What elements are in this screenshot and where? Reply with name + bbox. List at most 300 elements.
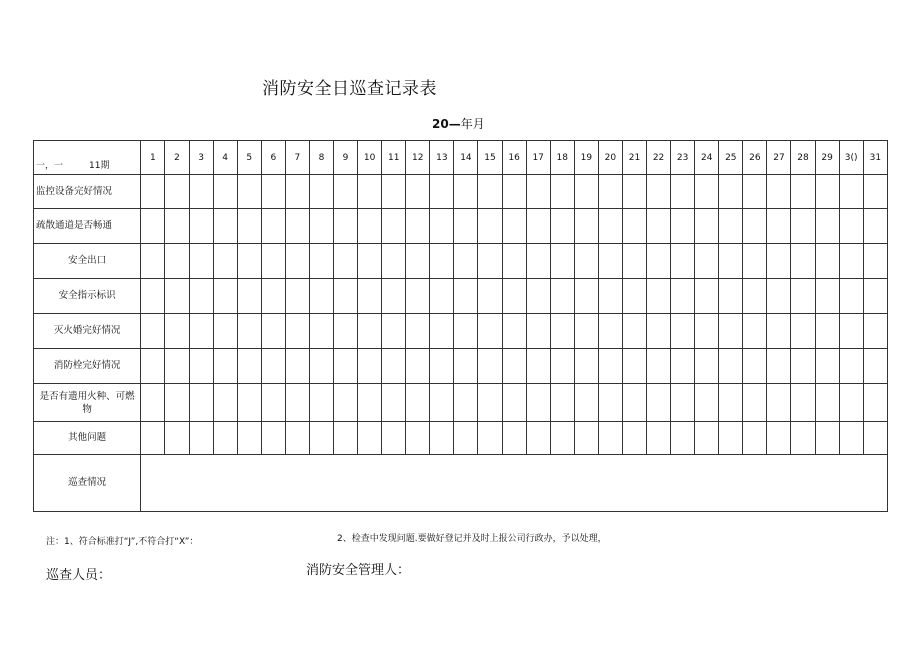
check-cell[interactable] — [285, 209, 309, 244]
day-header-10: 10 — [358, 141, 382, 175]
check-cell[interactable] — [478, 314, 502, 349]
day-header-8: 8 — [309, 141, 333, 175]
day-header-13: 13 — [430, 141, 454, 175]
day-header-3: 3 — [189, 141, 213, 175]
check-cell[interactable] — [430, 175, 454, 209]
check-cell[interactable] — [406, 384, 430, 422]
check-cell[interactable] — [526, 314, 550, 349]
check-cell[interactable] — [189, 244, 213, 279]
check-cell[interactable] — [526, 422, 550, 455]
check-cell[interactable] — [261, 349, 285, 384]
check-cell[interactable] — [406, 422, 430, 455]
check-cell[interactable] — [839, 175, 863, 209]
check-cell[interactable] — [309, 349, 333, 384]
check-cell[interactable] — [165, 422, 189, 455]
check-cell[interactable] — [334, 422, 358, 455]
check-cell[interactable] — [815, 175, 839, 209]
row-label: 疏散通道是否畅通 — [34, 209, 141, 244]
check-cell[interactable] — [743, 384, 767, 422]
check-cell[interactable] — [671, 384, 695, 422]
check-cell[interactable] — [622, 244, 646, 279]
check-cell[interactable] — [719, 349, 743, 384]
check-cell[interactable] — [213, 279, 237, 314]
check-cell[interactable] — [863, 244, 887, 279]
check-cell[interactable] — [574, 244, 598, 279]
check-cell[interactable] — [165, 244, 189, 279]
check-cell[interactable] — [454, 314, 478, 349]
check-cell[interactable] — [574, 209, 598, 244]
check-cell[interactable] — [767, 314, 791, 349]
day-header-9: 9 — [334, 141, 358, 175]
check-cell[interactable] — [719, 422, 743, 455]
check-cell[interactable] — [189, 384, 213, 422]
check-cell[interactable] — [406, 349, 430, 384]
check-cell[interactable] — [526, 349, 550, 384]
check-cell[interactable] — [261, 422, 285, 455]
check-cell[interactable] — [237, 349, 261, 384]
check-cell[interactable] — [719, 244, 743, 279]
check-cell[interactable] — [406, 209, 430, 244]
check-cell[interactable] — [309, 314, 333, 349]
check-cell[interactable] — [719, 314, 743, 349]
check-cell[interactable] — [406, 244, 430, 279]
check-cell[interactable] — [430, 314, 454, 349]
check-cell[interactable] — [237, 422, 261, 455]
check-cell[interactable] — [671, 175, 695, 209]
check-cell[interactable] — [526, 279, 550, 314]
header-corner-cell — [34, 141, 141, 175]
check-cell[interactable] — [141, 422, 165, 455]
check-cell[interactable] — [647, 244, 671, 279]
check-cell[interactable] — [454, 384, 478, 422]
check-cell[interactable] — [334, 175, 358, 209]
check-cell[interactable] — [598, 422, 622, 455]
row-label: 消防栓完好情况 — [34, 349, 141, 384]
check-cell[interactable] — [309, 279, 333, 314]
note-2: 2、检查中发现问题.要做好登记并及时上报公司行政办，予以处理， — [337, 534, 607, 544]
row-label: 监控设备完好情况 — [34, 175, 141, 209]
check-cell[interactable] — [695, 422, 719, 455]
check-cell[interactable] — [358, 244, 382, 279]
check-cell[interactable] — [815, 314, 839, 349]
check-cell[interactable] — [839, 244, 863, 279]
check-cell[interactable] — [382, 279, 406, 314]
check-cell[interactable] — [767, 384, 791, 422]
check-cell[interactable] — [767, 209, 791, 244]
check-cell[interactable] — [502, 175, 526, 209]
header-left-text: 一，一 — [36, 160, 64, 171]
check-cell[interactable] — [430, 209, 454, 244]
check-cell[interactable] — [165, 209, 189, 244]
check-cell[interactable] — [406, 175, 430, 209]
check-cell[interactable] — [261, 244, 285, 279]
check-cell[interactable] — [382, 175, 406, 209]
check-cell[interactable] — [647, 279, 671, 314]
check-cell[interactable] — [454, 422, 478, 455]
check-cell[interactable] — [550, 279, 574, 314]
check-cell[interactable] — [622, 279, 646, 314]
check-cell[interactable] — [791, 349, 815, 384]
check-cell[interactable] — [285, 422, 309, 455]
check-cell[interactable] — [309, 175, 333, 209]
check-cell[interactable] — [189, 175, 213, 209]
check-cell[interactable] — [815, 349, 839, 384]
check-cell[interactable] — [358, 349, 382, 384]
header-row — [34, 141, 888, 175]
check-cell[interactable] — [815, 422, 839, 455]
check-cell[interactable] — [309, 384, 333, 422]
check-cell[interactable] — [334, 349, 358, 384]
check-cell[interactable] — [454, 349, 478, 384]
check-cell[interactable] — [863, 349, 887, 384]
check-cell[interactable] — [839, 279, 863, 314]
check-cell[interactable] — [334, 279, 358, 314]
check-cell[interactable] — [574, 314, 598, 349]
check-cell[interactable] — [189, 279, 213, 314]
check-cell[interactable] — [285, 314, 309, 349]
check-cell[interactable] — [598, 384, 622, 422]
check-cell[interactable] — [213, 349, 237, 384]
check-cell[interactable] — [237, 209, 261, 244]
table-row — [34, 244, 888, 279]
check-cell[interactable] — [261, 279, 285, 314]
check-cell[interactable] — [647, 314, 671, 349]
check-cell[interactable] — [430, 279, 454, 314]
row-label: 安全出口 — [34, 244, 141, 279]
check-cell[interactable] — [213, 314, 237, 349]
manager-signature-label: 消防安全管理人： — [306, 563, 411, 578]
check-cell[interactable] — [309, 244, 333, 279]
page-subtitle — [432, 115, 485, 132]
check-cell[interactable] — [719, 209, 743, 244]
check-cell[interactable] — [141, 384, 165, 422]
check-cell[interactable] — [382, 209, 406, 244]
check-cell[interactable] — [719, 384, 743, 422]
check-cell[interactable] — [189, 314, 213, 349]
check-cell[interactable] — [695, 279, 719, 314]
check-cell[interactable] — [598, 279, 622, 314]
check-cell[interactable] — [550, 175, 574, 209]
check-cell[interactable] — [430, 422, 454, 455]
check-cell[interactable] — [213, 384, 237, 422]
note-1: 注：1、符合标准打“J”,不符合打“X”： — [46, 537, 199, 547]
row-label: 是否有遗用火种、可燃物 — [34, 384, 141, 422]
day-header-21: 21 — [622, 141, 646, 175]
day-header-24: 24 — [695, 141, 719, 175]
check-cell[interactable] — [430, 349, 454, 384]
row-label: 灭火婚完好情况 — [34, 314, 141, 349]
check-cell[interactable] — [743, 314, 767, 349]
check-cell[interactable] — [695, 244, 719, 279]
check-cell[interactable] — [502, 209, 526, 244]
check-cell[interactable] — [622, 314, 646, 349]
check-cell[interactable] — [671, 209, 695, 244]
check-cell[interactable] — [550, 422, 574, 455]
check-cell[interactable] — [213, 209, 237, 244]
summary-label: 巡查情况 — [34, 455, 141, 512]
check-cell[interactable] — [382, 314, 406, 349]
check-cell[interactable] — [743, 209, 767, 244]
check-cell[interactable] — [863, 279, 887, 314]
check-cell[interactable] — [791, 244, 815, 279]
check-cell[interactable] — [863, 209, 887, 244]
check-cell[interactable] — [863, 175, 887, 209]
day-header-17: 17 — [526, 141, 550, 175]
day-header-2: 2 — [165, 141, 189, 175]
check-cell[interactable] — [189, 209, 213, 244]
check-cell[interactable] — [165, 175, 189, 209]
check-cell[interactable] — [261, 175, 285, 209]
day-header-20: 20 — [598, 141, 622, 175]
check-cell[interactable] — [165, 314, 189, 349]
inspection-table — [33, 140, 888, 512]
check-cell[interactable] — [334, 314, 358, 349]
check-cell[interactable] — [141, 314, 165, 349]
check-cell[interactable] — [767, 175, 791, 209]
check-cell[interactable] — [478, 175, 502, 209]
check-cell[interactable] — [671, 314, 695, 349]
check-cell[interactable] — [237, 314, 261, 349]
check-cell[interactable] — [622, 209, 646, 244]
check-cell[interactable] — [502, 279, 526, 314]
check-cell[interactable] — [647, 349, 671, 384]
check-cell[interactable] — [141, 279, 165, 314]
check-cell[interactable] — [743, 279, 767, 314]
check-cell[interactable] — [767, 244, 791, 279]
check-cell[interactable] — [550, 349, 574, 384]
day-header-12: 12 — [406, 141, 430, 175]
day-header-4: 4 — [213, 141, 237, 175]
day-header-18: 18 — [550, 141, 574, 175]
check-cell[interactable] — [598, 175, 622, 209]
check-cell[interactable] — [237, 279, 261, 314]
day-header-27: 27 — [767, 141, 791, 175]
check-cell[interactable] — [863, 384, 887, 422]
check-cell[interactable] — [622, 384, 646, 422]
check-cell[interactable] — [719, 279, 743, 314]
check-cell[interactable] — [261, 209, 285, 244]
check-cell[interactable] — [598, 209, 622, 244]
check-cell[interactable] — [502, 244, 526, 279]
check-cell[interactable] — [574, 349, 598, 384]
check-cell[interactable] — [743, 244, 767, 279]
check-cell[interactable] — [598, 314, 622, 349]
check-cell[interactable] — [743, 422, 767, 455]
table-row — [34, 209, 888, 244]
check-cell[interactable] — [309, 209, 333, 244]
check-cell[interactable] — [213, 175, 237, 209]
check-cell[interactable] — [671, 422, 695, 455]
check-cell[interactable] — [622, 422, 646, 455]
day-header-29: 29 — [815, 141, 839, 175]
check-cell[interactable] — [550, 209, 574, 244]
check-cell[interactable] — [261, 314, 285, 349]
check-cell[interactable] — [382, 349, 406, 384]
check-cell[interactable] — [237, 244, 261, 279]
check-cell[interactable] — [695, 314, 719, 349]
check-cell[interactable] — [791, 279, 815, 314]
inspector-signature-label: 巡查人员： — [46, 568, 112, 583]
check-cell[interactable] — [285, 175, 309, 209]
row-label: 其他问题 — [34, 422, 141, 455]
check-cell[interactable] — [478, 244, 502, 279]
check-cell[interactable] — [454, 175, 478, 209]
table-row — [34, 349, 888, 384]
check-cell[interactable] — [815, 384, 839, 422]
check-cell[interactable] — [382, 244, 406, 279]
check-cell[interactable] — [478, 384, 502, 422]
day-header-6: 6 — [261, 141, 285, 175]
check-cell[interactable] — [791, 384, 815, 422]
check-cell[interactable] — [791, 314, 815, 349]
day-header-23: 23 — [671, 141, 695, 175]
day-header-5: 5 — [237, 141, 261, 175]
check-cell[interactable] — [430, 384, 454, 422]
check-cell[interactable] — [478, 422, 502, 455]
check-cell[interactable] — [358, 422, 382, 455]
day-header-28: 28 — [791, 141, 815, 175]
check-cell[interactable] — [261, 384, 285, 422]
check-cell[interactable] — [165, 279, 189, 314]
check-cell[interactable] — [839, 314, 863, 349]
check-cell[interactable] — [285, 349, 309, 384]
check-cell[interactable] — [598, 349, 622, 384]
check-cell[interactable] — [526, 209, 550, 244]
check-cell[interactable] — [189, 349, 213, 384]
check-cell[interactable] — [430, 244, 454, 279]
check-cell[interactable] — [791, 175, 815, 209]
check-cell[interactable] — [815, 244, 839, 279]
check-cell[interactable] — [767, 279, 791, 314]
day-header-15: 15 — [478, 141, 502, 175]
check-cell[interactable] — [743, 175, 767, 209]
check-cell[interactable] — [141, 175, 165, 209]
check-cell[interactable] — [454, 279, 478, 314]
check-cell[interactable] — [647, 384, 671, 422]
check-cell[interactable] — [454, 209, 478, 244]
day-header-26: 26 — [743, 141, 767, 175]
check-cell[interactable] — [719, 175, 743, 209]
check-cell[interactable] — [358, 279, 382, 314]
check-cell[interactable] — [237, 384, 261, 422]
check-cell[interactable] — [334, 384, 358, 422]
subtitle-year: 20— — [432, 117, 461, 131]
check-cell[interactable] — [863, 422, 887, 455]
check-cell[interactable] — [863, 314, 887, 349]
check-cell[interactable] — [502, 349, 526, 384]
check-cell[interactable] — [622, 175, 646, 209]
check-cell[interactable] — [791, 422, 815, 455]
check-cell[interactable] — [695, 175, 719, 209]
check-cell[interactable] — [382, 384, 406, 422]
day-header-25: 25 — [719, 141, 743, 175]
summary-row — [34, 455, 888, 512]
check-cell[interactable] — [478, 279, 502, 314]
check-cell[interactable] — [213, 422, 237, 455]
check-cell[interactable] — [550, 384, 574, 422]
check-cell[interactable] — [213, 244, 237, 279]
check-cell[interactable] — [550, 314, 574, 349]
check-cell[interactable] — [647, 422, 671, 455]
day-header-14: 14 — [454, 141, 478, 175]
check-cell[interactable] — [767, 349, 791, 384]
check-cell[interactable] — [526, 384, 550, 422]
check-cell[interactable] — [622, 349, 646, 384]
check-cell[interactable] — [550, 244, 574, 279]
check-cell[interactable] — [358, 384, 382, 422]
check-cell[interactable] — [406, 314, 430, 349]
check-cell[interactable] — [358, 314, 382, 349]
check-cell[interactable] — [189, 422, 213, 455]
check-cell[interactable] — [502, 384, 526, 422]
check-cell[interactable] — [141, 349, 165, 384]
check-cell[interactable] — [285, 279, 309, 314]
check-cell[interactable] — [647, 209, 671, 244]
check-cell[interactable] — [334, 244, 358, 279]
check-cell[interactable] — [574, 175, 598, 209]
check-cell[interactable] — [285, 244, 309, 279]
check-cell[interactable] — [478, 209, 502, 244]
check-cell[interactable] — [141, 244, 165, 279]
check-cell[interactable] — [526, 175, 550, 209]
check-cell[interactable] — [165, 349, 189, 384]
check-cell[interactable] — [671, 279, 695, 314]
check-cell[interactable] — [743, 349, 767, 384]
check-cell[interactable] — [526, 244, 550, 279]
check-cell[interactable] — [382, 422, 406, 455]
check-cell[interactable] — [502, 314, 526, 349]
table-row — [34, 314, 888, 349]
day-header-7: 7 — [285, 141, 309, 175]
check-cell[interactable] — [406, 279, 430, 314]
check-cell[interactable] — [237, 175, 261, 209]
check-cell[interactable] — [334, 209, 358, 244]
check-cell[interactable] — [815, 279, 839, 314]
check-cell[interactable] — [671, 349, 695, 384]
check-cell[interactable] — [598, 244, 622, 279]
check-cell[interactable] — [165, 384, 189, 422]
check-cell[interactable] — [791, 209, 815, 244]
check-cell[interactable] — [839, 384, 863, 422]
check-cell[interactable] — [815, 209, 839, 244]
check-cell[interactable] — [767, 422, 791, 455]
check-cell[interactable] — [839, 349, 863, 384]
check-cell[interactable] — [574, 384, 598, 422]
day-header-31: 31 — [863, 141, 887, 175]
check-cell[interactable] — [839, 209, 863, 244]
check-cell[interactable] — [647, 175, 671, 209]
check-cell[interactable] — [574, 279, 598, 314]
check-cell[interactable] — [695, 209, 719, 244]
check-cell[interactable] — [454, 244, 478, 279]
check-cell[interactable] — [839, 422, 863, 455]
check-cell[interactable] — [695, 349, 719, 384]
check-cell[interactable] — [478, 349, 502, 384]
day-header-30: 3() — [839, 141, 863, 175]
check-cell[interactable] — [358, 209, 382, 244]
check-cell[interactable] — [502, 422, 526, 455]
day-header-1: 1 — [141, 141, 165, 175]
check-cell[interactable] — [574, 422, 598, 455]
check-cell[interactable] — [309, 422, 333, 455]
summary-input-cell[interactable] — [141, 455, 888, 512]
check-cell[interactable] — [671, 244, 695, 279]
check-cell[interactable] — [141, 209, 165, 244]
check-cell[interactable] — [285, 384, 309, 422]
day-header-11: 11 — [382, 141, 406, 175]
check-cell[interactable] — [358, 175, 382, 209]
check-cell[interactable] — [695, 384, 719, 422]
